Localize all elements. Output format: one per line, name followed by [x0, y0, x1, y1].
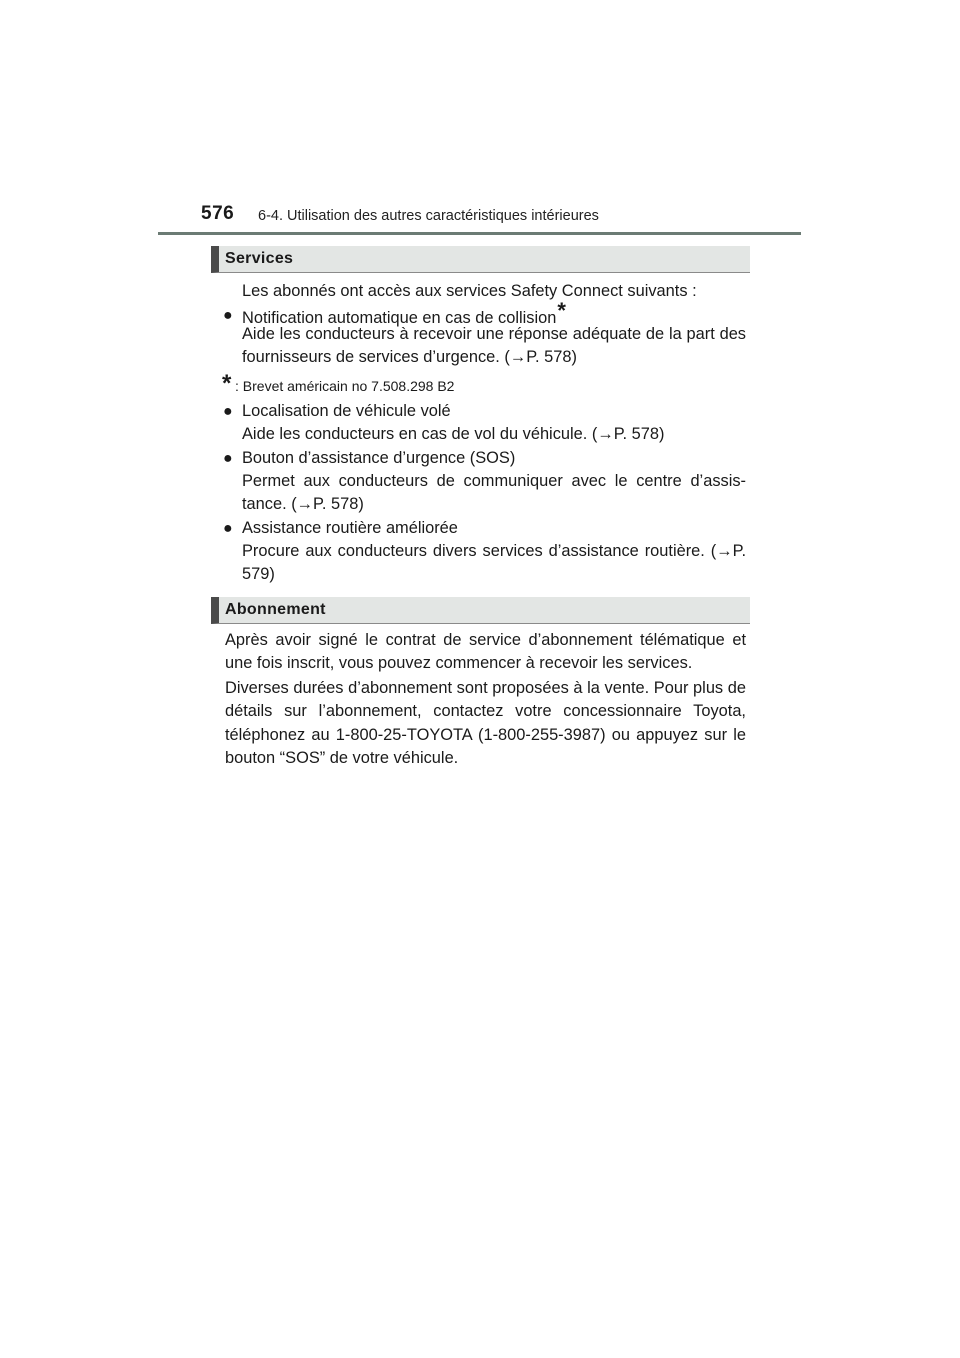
- abonnement-para2: Diverses durées d’abonnement sont proposées à la vente. Pour plus de détails sur l’abonnement, contactez votre concessionnaire Toyota, téléphonez au 1-800-25-TOYOTA (1-800-255-3987) ou appuyez sur le bouton “SOS” de votre véhicule.: [225, 679, 746, 767]
- bullet-icon: ●: [223, 520, 233, 537]
- footnote: : Brevet américain no 7.508.298 B2: [235, 378, 455, 394]
- bullet-icon: ●: [223, 450, 233, 467]
- page-number: 576: [201, 203, 235, 224]
- item4-title: Assistance routière améliorée: [242, 519, 458, 537]
- abonnement-para1: Après avoir signé le contrat de service d’abonnement télématique et une fois inscrit, vous pouvez commencer à recevoir les services.: [225, 631, 746, 673]
- footnote-asterisk-icon: *: [222, 370, 232, 397]
- header-rule: [158, 232, 801, 235]
- item1-desc: Aide les conducteurs à recevoir une réponse adéquate de la part des fournisseurs de services d’urgence. (→P. 578): [242, 325, 746, 367]
- section-title: Services: [225, 250, 294, 267]
- section-heading-services: [211, 246, 750, 273]
- item2-desc: Aide les conducteurs en cas de vol du véhicule. (→P. 578): [242, 425, 665, 443]
- item2-title: Localisation de véhicule volé: [242, 402, 451, 420]
- item4-desc: Procure aux conducteurs divers services d’assistance routière. (→P. 579): [242, 542, 746, 584]
- bullet-icon: ●: [223, 307, 233, 324]
- bullet-icon: ●: [223, 403, 233, 420]
- item3-desc: Permet aux conducteurs de communiquer avec le centre d’assis-tance. (→P. 578): [242, 472, 746, 514]
- section-title: Abonnement: [225, 601, 326, 618]
- item3-title: Bouton d’assistance d’urgence (SOS): [242, 449, 516, 467]
- asterisk-icon: *: [557, 298, 566, 323]
- item1-title: Notification automatique en cas de collision: [242, 309, 557, 327]
- services-intro: Les abonnés ont accès aux services Safety Connect suivants :: [242, 282, 697, 300]
- section-heading-abonnement: [211, 597, 750, 624]
- chapter-title: 6-4. Utilisation des autres caractéristiques intérieures: [258, 208, 599, 224]
